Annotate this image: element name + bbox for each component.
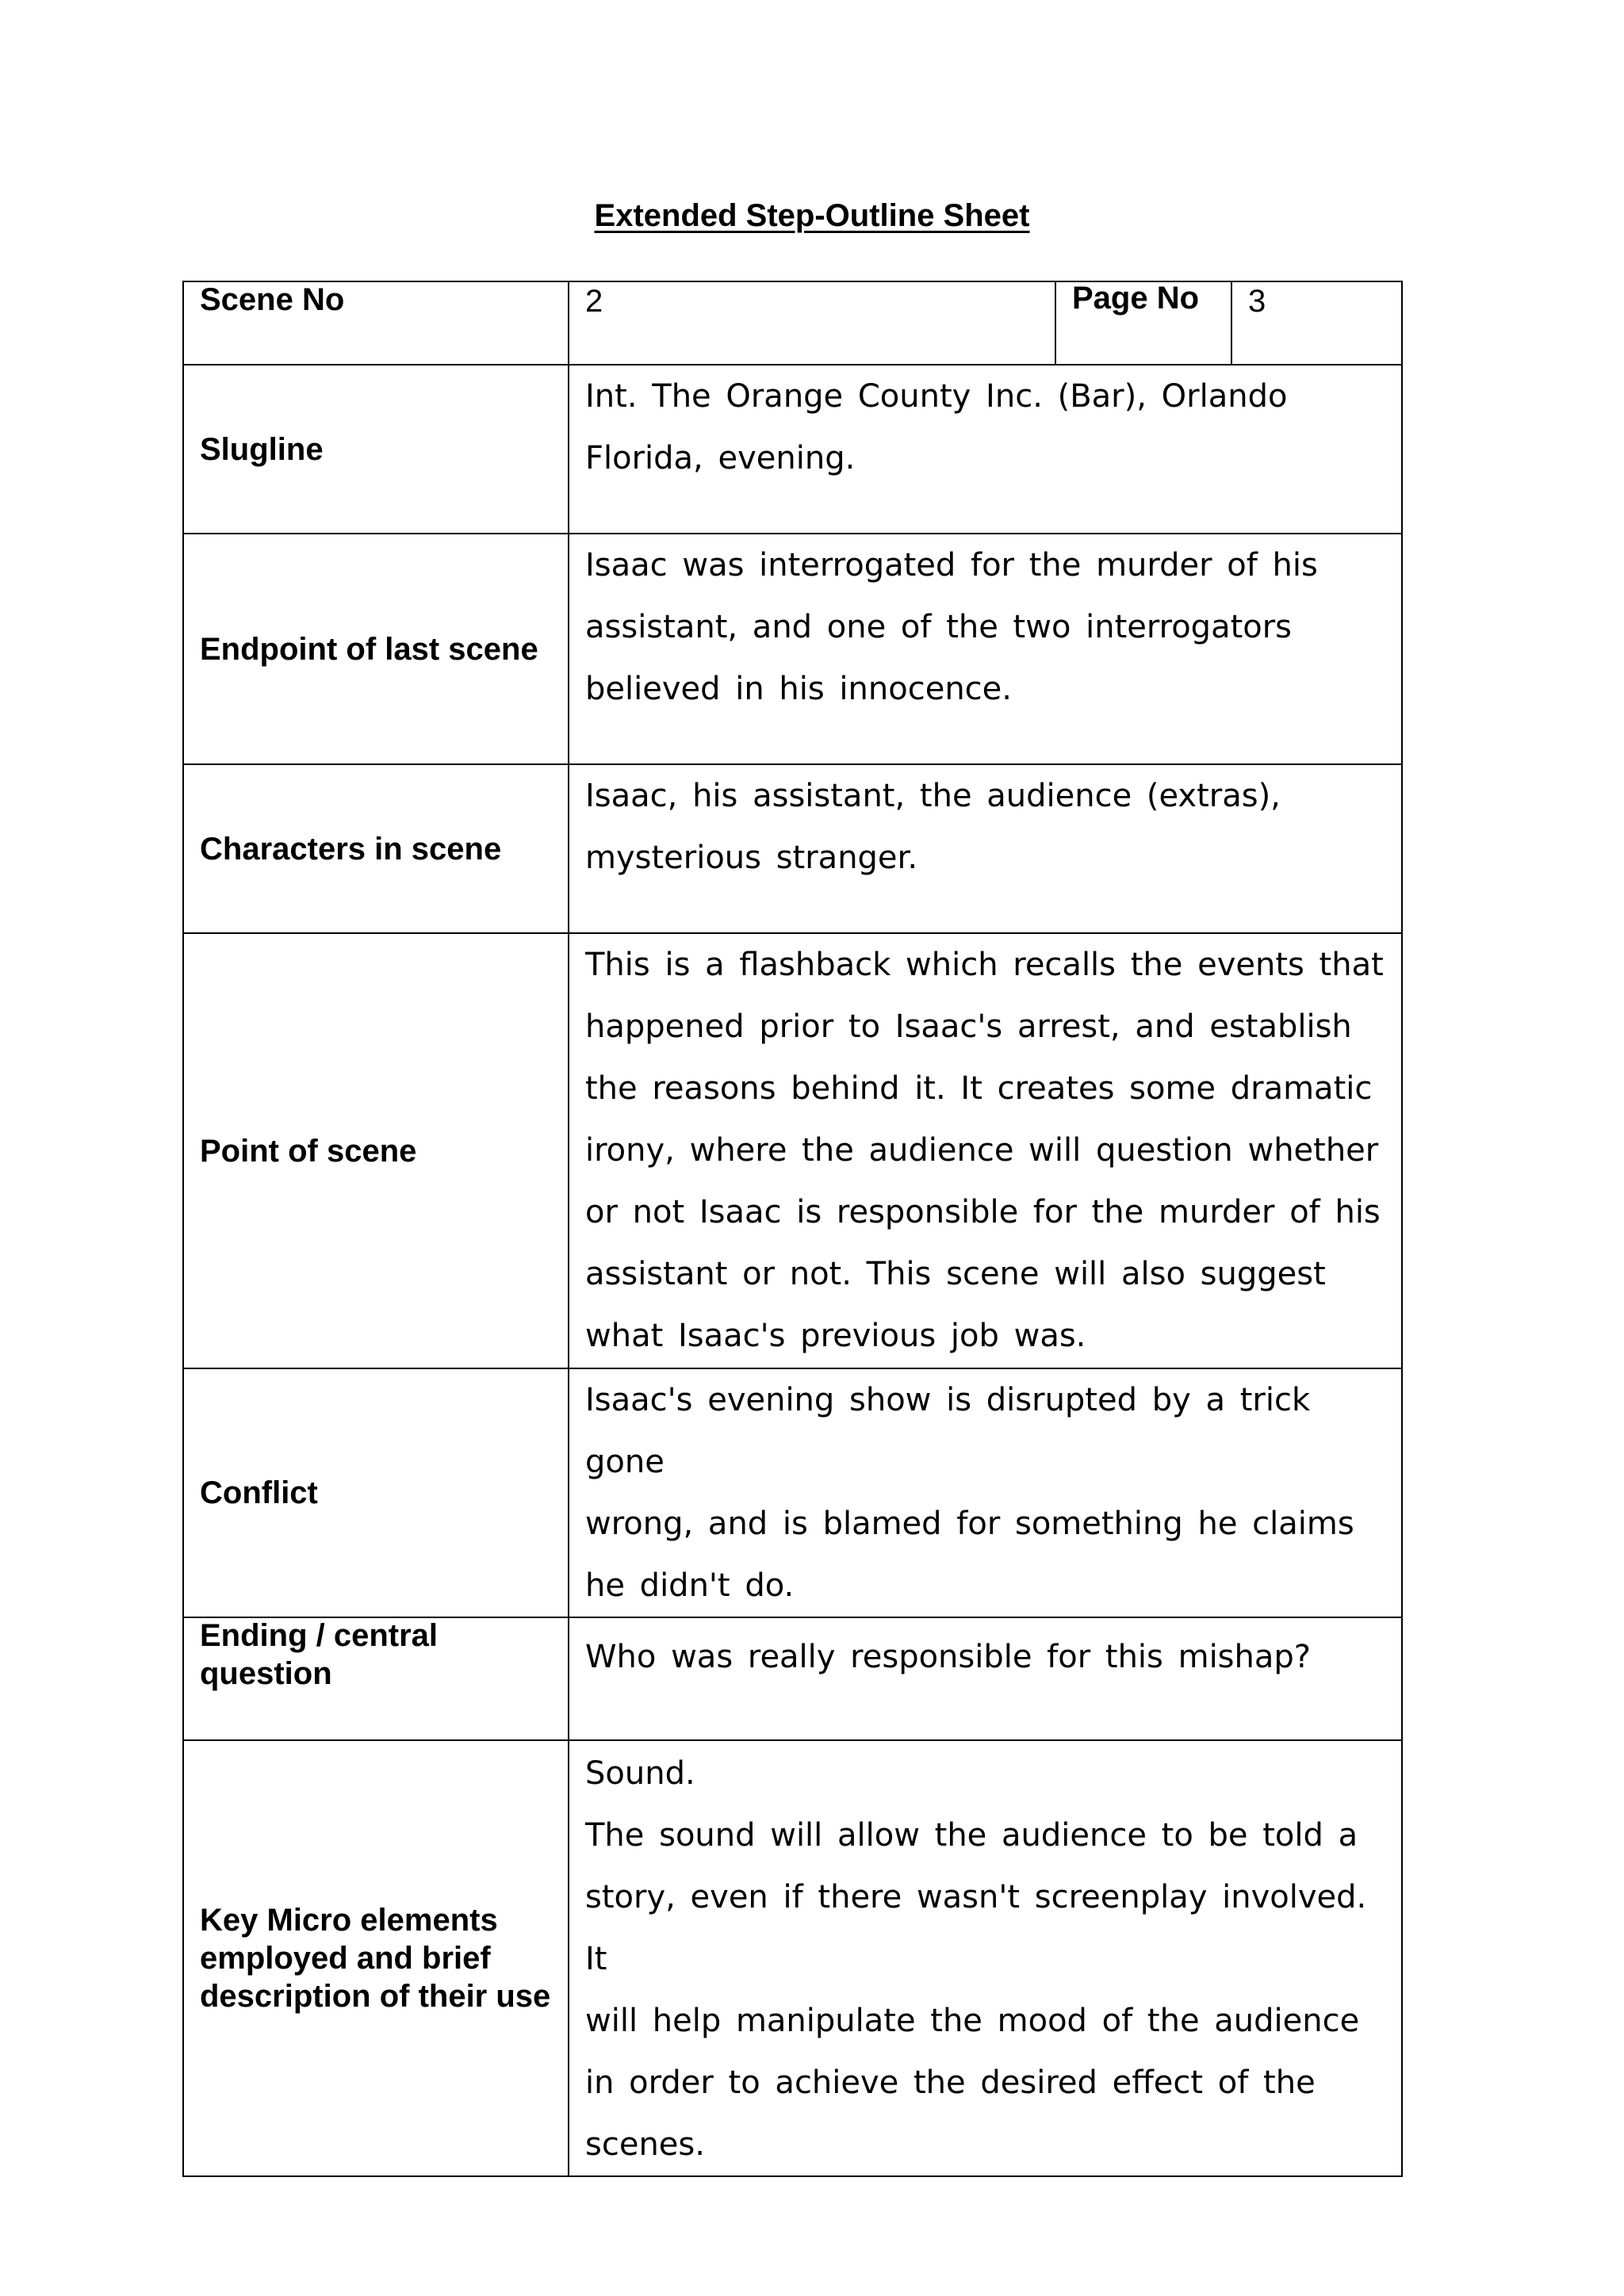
endpoint-last-scene-value: Isaac was interrogated for the murder of his assistant, and one of the two interrogators believed in his innocence. [585, 547, 1318, 707]
ending-question-label: Ending / central question [200, 1618, 439, 1691]
table-row-slugline [183, 365, 1402, 534]
point-of-scene-label: Point of scene [200, 1133, 417, 1169]
row-label-cell [183, 365, 569, 534]
characters-label: Characters in scene [200, 831, 502, 867]
table-row-conflict [183, 1368, 1402, 1617]
row-value-cell [569, 1368, 1402, 1617]
scene-no-label-cell [183, 281, 569, 365]
scene-no-value-cell [569, 281, 1055, 365]
row-value-cell [569, 1740, 1402, 2176]
row-value-cell [569, 1617, 1402, 1740]
row-value-cell [569, 933, 1402, 1368]
conflict-value: Isaac's evening show is disrupted by a trick gone wrong, and is blamed for something he claims he didn't do. [585, 1382, 1354, 1604]
row-label-cell [183, 1740, 569, 2176]
table-row-characters [183, 764, 1402, 933]
page-no-value-cell [1231, 281, 1402, 365]
conflict-label: Conflict [200, 1475, 318, 1510]
page-no-value: 3 [1248, 284, 1266, 319]
step-outline-table [182, 281, 1403, 2177]
row-value-cell [569, 365, 1402, 534]
row-value-cell [569, 764, 1402, 933]
row-value-cell [569, 534, 1402, 764]
scene-no-label: Scene No [200, 282, 345, 317]
row-label-cell [183, 1617, 569, 1740]
slugline-value: Int. The Orange County Inc. (Bar), Orlando Florida, evening. [585, 378, 1288, 476]
row-label-cell [183, 764, 569, 933]
table-row-ending-question [183, 1617, 1402, 1740]
page-no-label-cell [1055, 281, 1231, 365]
page-title: Extended Step-Outline Sheet [594, 198, 1030, 233]
slugline-label: Slugline [200, 431, 324, 467]
ending-question-value: Who was really responsible for this mishap? [585, 1639, 1312, 1675]
table-row-key-micro-elements [183, 1740, 1402, 2176]
scene-no-value: 2 [585, 284, 603, 319]
key-micro-elements-value: Sound. The sound will allow the audience to be told a story, even if there wasn't screenplay involved. It will help manipulate the mood of the audience in order to achieve the desired effect of the scenes. [585, 1755, 1367, 2163]
table-row-point-of-scene [183, 933, 1402, 1368]
row-label-cell [183, 933, 569, 1368]
table-row-scene-page [183, 281, 1402, 365]
row-label-cell [183, 1368, 569, 1617]
point-of-scene-value: This is a flashback which recalls the events that happened prior to Isaac's arrest, and establish the reasons behind it. It creates some dramatic irony, where the audience will question whether or not Isaac is responsible for the murder of his assistant or not. This scene will also suggest what Isaac's previous job was. [585, 947, 1384, 1354]
row-label-cell [183, 534, 569, 764]
endpoint-last-scene-label: Endpoint of last scene [200, 631, 538, 667]
table-row-endpoint-last-scene [183, 534, 1402, 764]
characters-value: Isaac, his assistant, the audience (extras), mysterious stranger. [585, 778, 1281, 876]
key-micro-elements-label: Key Micro elements employed and brief description of their use [200, 1903, 551, 2014]
page-no-label: Page No [1072, 281, 1200, 316]
